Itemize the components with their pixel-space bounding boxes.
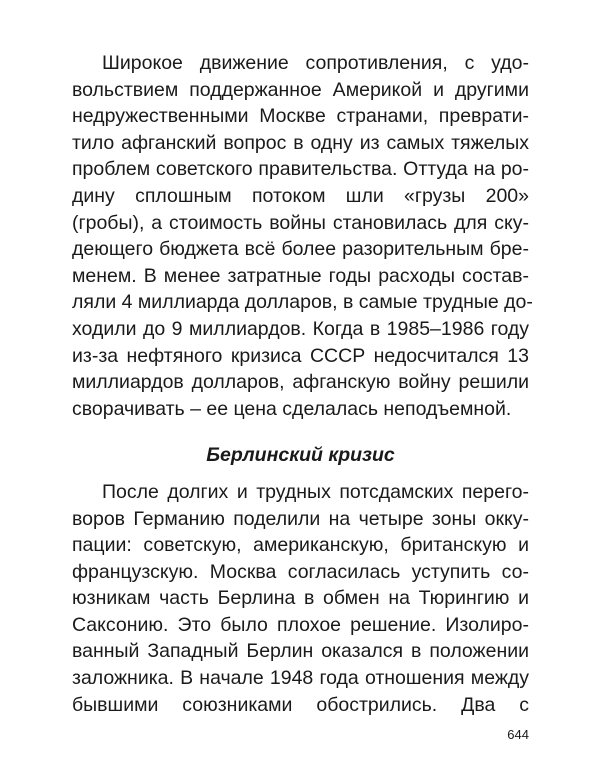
text-line: тило афганский вопрос в одну из самых тяжелых: [72, 131, 529, 154]
text-line: (гробы), а стоимость войны становилась для ску-: [72, 211, 529, 234]
text-line: дину сплошным потоком шли «грузы 200»: [72, 184, 529, 207]
text-line: заложника. В начале 1948 года отношения между: [72, 667, 529, 690]
text-line: ляли 4 миллиарда долларов, в самые трудные до-: [72, 291, 533, 314]
text-line: проблем советского правительства. Оттуда на ро-: [72, 158, 529, 181]
text-line: вольствием поддержанное Америкой и другими: [72, 78, 529, 101]
text-line: менем. В менее затратные годы расходы состав-: [72, 264, 529, 287]
page-body: [72, 50, 533, 718]
text-line: недружественными Москве странами, преврати-: [72, 105, 529, 128]
text-line: сворачивать – ее цена сделалась неподъемной.: [72, 397, 512, 420]
text-line: миллиардов долларов, афганскую войну решили: [72, 371, 529, 394]
text-line: Саксонию. Это было плохое решение. Изолиро-: [72, 613, 529, 636]
paragraph-1: [72, 50, 533, 422]
text-line: пации: советскую, американскую, британскую и: [72, 534, 529, 557]
text-line: из-за нефтяного кризиса СССР недосчитался 13: [72, 344, 529, 367]
text-line: бывшими союзниками обострились. Два с: [72, 693, 529, 716]
text-line: Широкое движение сопротивления, с удо-: [102, 52, 529, 74]
paragraph-2: [72, 479, 529, 718]
text-line: ванный Западный Берлин оказался в положении: [72, 640, 529, 663]
page-number: 644: [507, 727, 529, 742]
text-line: воров Германию поделили на четыре зоны окку-: [72, 507, 529, 530]
text-line: После долгих и трудных потсдамских перего-: [102, 480, 529, 503]
section-heading: Берлинский кризис: [206, 444, 395, 467]
text-line: деющего бюджета всё более разорительным бре-: [72, 238, 529, 261]
text-line: ходили до 9 миллиардов. Когда в 1985–1986 году: [72, 317, 529, 340]
text-line: французскую. Москва согласилась уступить со-: [72, 560, 529, 583]
text-line: юзникам часть Берлина в обмен на Тюрингию и: [72, 587, 529, 610]
